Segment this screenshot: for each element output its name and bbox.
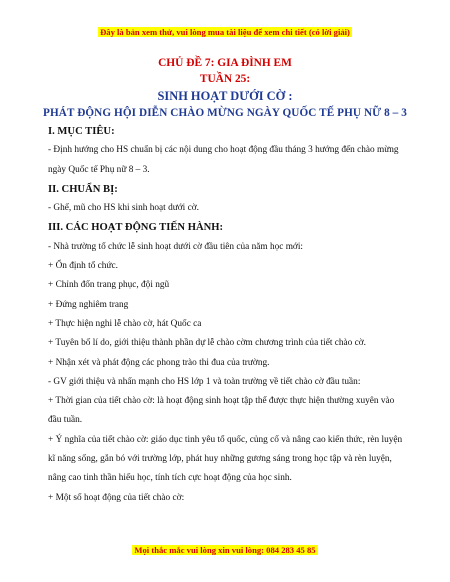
activities-heading: III. CÁC HOẠT ĐỘNG TIẾN HÀNH:	[48, 222, 224, 234]
document-body	[48, 122, 410, 508]
objectives-heading: I. MỤC TIÊU:	[48, 126, 115, 137]
activity-line: + Thực hiện nghi lễ chào cờ, hát Quốc ca	[48, 318, 202, 329]
activity-line: + Chỉnh đốn trang phục, đội ngũ	[48, 280, 170, 291]
lesson-subtitle: PHÁT ĐỘNG HỘI DIỄN CHÀO MỪNG NGÀY QUỐC TẾ PHỤ NỮ 8 – 3	[43, 107, 407, 119]
activity-line: + Thời gian của tiết chào cờ: là hoạt động sinh hoạt tập thể được thực hiện thường xuyên vào đầu tuần.	[48, 396, 395, 426]
contact-text: Mọi thắc mắc vui lòng xin vui lòng: 084 283 45 85	[134, 545, 316, 555]
activity-title: SINH HOẠT DƯỚI CỜ :	[157, 89, 293, 103]
activity-line: + Ổn định tổ chức.	[48, 261, 118, 272]
preparation-heading: II. CHUẨN BỊ:	[48, 183, 118, 195]
week-title: TUẦN 25:	[199, 73, 251, 85]
preview-notice-text: Đây là bản xem thử, vui lòng mua tài liệu để xem chi tiết (có lời giải)	[100, 27, 350, 37]
preparation-text: - Ghế, mũ cho HS khi sinh hoạt dưới cờ.	[48, 203, 199, 214]
activity-line: + Đứng nghiêm trang	[48, 299, 129, 310]
activity-line: + Ý nghĩa của tiết chào cờ: giáo dục tinh yêu tổ quốc, củng cố và nâng cao kiến thức, rèn luyện kĩ năng sống, gắn bó với trường lớp, phát huy những gương sáng trong học tập và rèn luyện, nâng cao tinh thần hiếu học, tính tích cực hoạt động của học sinh.	[48, 434, 403, 484]
objectives-text: - Định hướng cho HS chuẩn bị các nội dung cho hoạt động đầu tháng 3 hướng đến chào mừng ngày Quốc tế Phụ nữ 8 – 3.	[48, 145, 399, 175]
activity-line: - Nhà trường tổ chức lễ sinh hoạt dưới cờ đầu tiên của năm học mới:	[48, 241, 304, 252]
activity-line: + Nhận xét và phát động các phong trào thi đua của trường.	[48, 357, 270, 368]
activity-line: + Một số hoạt động của tiết chào cờ:	[48, 492, 185, 503]
preview-notice-banner	[0, 27, 450, 37]
activity-line: - GV giới thiệu và nhấn mạnh cho HS lớp 1 và toàn trường về tiết chào cờ đầu tuần:	[48, 376, 361, 387]
contact-banner	[0, 545, 450, 555]
topic-title: CHỦ ĐỀ 7: GIA ĐÌNH EM	[158, 57, 292, 69]
activity-line: + Tuyên bố lí do, giới thiệu thành phần dự lễ chào cờm chương trình của tiết chào cờ.	[48, 338, 366, 349]
